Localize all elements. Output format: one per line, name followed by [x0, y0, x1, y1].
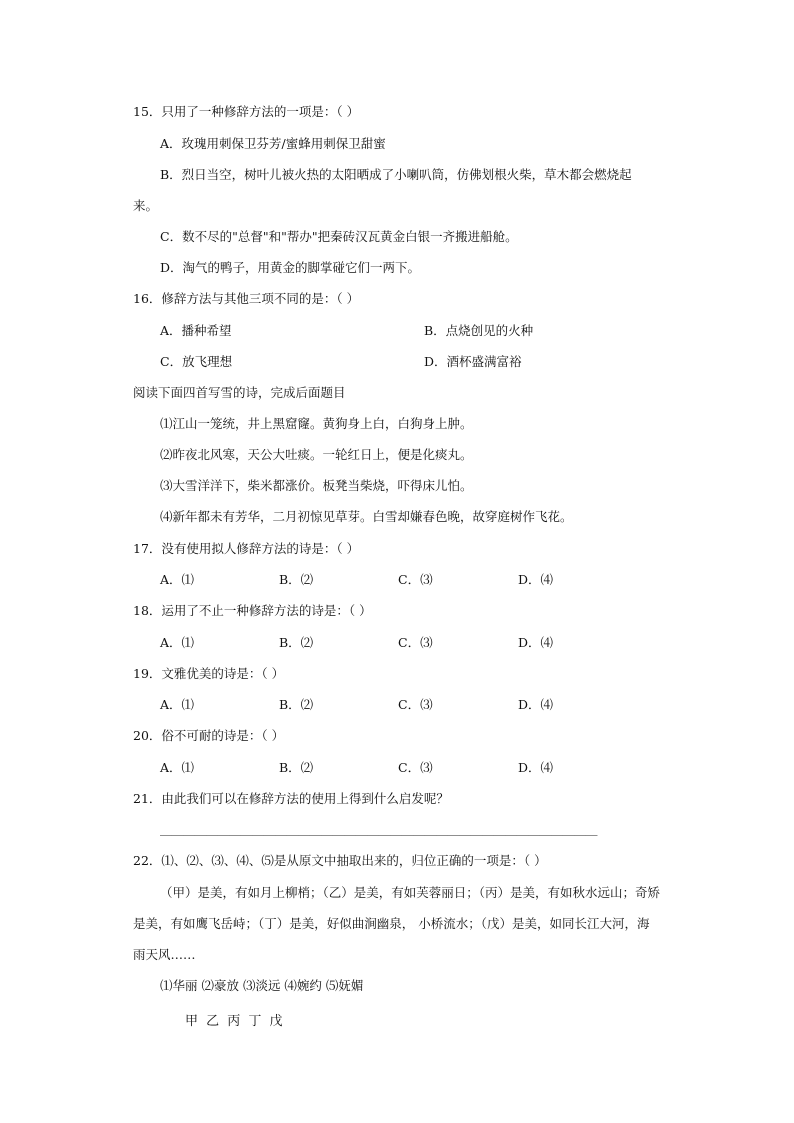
- q19-stem: 19．文雅优美的诗是：（ ）: [133, 666, 285, 681]
- q22-passage-line-3: 雨天风……: [133, 947, 196, 962]
- q22-heads: 甲 乙 丙 丁 戊: [185, 1014, 283, 1029]
- q17-option-d: D．⑷: [518, 572, 554, 587]
- q20-option-d: D．⑷: [518, 760, 554, 775]
- q20-option-b: B．⑵: [279, 760, 314, 775]
- q19-option-d: D．⑷: [518, 697, 554, 712]
- q18-option-b: B．⑵: [279, 635, 314, 650]
- poem-1: ⑴江山一笼统，井上黑窟窿。黄狗身上白，白狗身上肿。: [160, 416, 473, 431]
- q20-stem: 20．俗不可耐的诗是：（ ）: [133, 728, 285, 743]
- q21-stem: 21．由此我们可以在修辞方法的使用上得到什么启发呢？: [133, 791, 449, 806]
- poem-3: ⑶大雪洋洋下，柴米都涨价。板凳当柴烧，吓得床儿怕。: [160, 478, 473, 493]
- q15-option-b: B．烈日当空，树叶儿被火热的太阳晒成了小喇叭筒，仿佛划根火柴，草木都会燃烧起: [160, 167, 632, 182]
- q17-option-b: B．⑵: [279, 572, 314, 587]
- q15-option-d: D．淘气的鸭子，用黄金的脚掌碰它们一两下。: [160, 260, 421, 275]
- q15-option-b-cont: 来。: [133, 198, 159, 213]
- q16-option-c: C．放飞理想: [160, 354, 233, 369]
- q22-passage-line-1: （甲）是美，有如月上柳梢；（乙）是美，有如芙蓉丽日；（丙）是美，有如秋水远山；奇矫: [160, 885, 661, 900]
- q17-option-a: A．⑴: [160, 572, 195, 587]
- poem-4: ⑷新年都未有芳华，二月初惊见草芽。白雪却嫌春色晚，故穿庭树作飞花。: [160, 509, 573, 524]
- q18-option-d: D．⑷: [518, 635, 554, 650]
- poem-2: ⑵昨夜北风寒，天公大吐痰。一轮红日上，便是化痰丸。: [160, 447, 473, 462]
- q18-stem: 18．运用了不止一种修辞方法的诗是：（ ）: [133, 603, 372, 618]
- q22-choices: ⑴华丽 ⑵豪放 ⑶淡远 ⑷婉约 ⑸妩媚: [160, 978, 364, 993]
- reading-intro: 阅读下面四首写雪的诗，完成后面题目: [133, 385, 346, 400]
- q18-option-a: A．⑴: [160, 635, 195, 650]
- q16-option-b: B．点烧创见的火种: [424, 323, 534, 338]
- q18-option-c: C．⑶: [398, 635, 433, 650]
- q22-stem: 22．⑴、⑵、⑶、⑷、⑸是从原文中抽取出来的，归位正确的一项是：（ ）: [133, 853, 547, 868]
- q22-passage-line-2: 是美，有如鹰飞岳峙；（丁）是美，好似曲涧幽泉， 小桥流水；（戊）是美，如同长江大河，海: [133, 916, 650, 931]
- q21-answer-blank[interactable]: ＿＿＿＿＿＿＿＿＿＿＿＿＿＿＿＿＿＿＿＿＿＿＿＿＿＿＿＿＿＿＿＿＿＿＿＿＿＿: [160, 823, 598, 837]
- q16-option-d: D．酒杯盛满富裕: [424, 354, 522, 369]
- q20-option-c: C．⑶: [398, 760, 433, 775]
- q15-stem: 15．只用了一种修辞方法的一项是：（ ）: [133, 104, 360, 119]
- q17-option-c: C．⑶: [398, 572, 433, 587]
- q19-option-b: B．⑵: [279, 697, 314, 712]
- q20-option-a: A．⑴: [160, 760, 195, 775]
- q19-option-c: C．⑶: [398, 697, 433, 712]
- q15-option-a: A．玫瑰用刺保卫芬芳/蜜蜂用刺保卫甜蜜: [160, 136, 386, 151]
- q16-stem: 16．修辞方法与其他三项不同的是：（ ）: [133, 291, 360, 306]
- q19-option-a: A．⑴: [160, 697, 195, 712]
- q15-option-c: C．数不尽的"总督"和"帮办"把秦砖汉瓦黄金白银一齐搬进船舱。: [160, 229, 518, 244]
- q16-option-a: A．播种希望: [160, 323, 232, 338]
- q17-stem: 17．没有使用拟人修辞方法的诗是：（ ）: [133, 541, 360, 556]
